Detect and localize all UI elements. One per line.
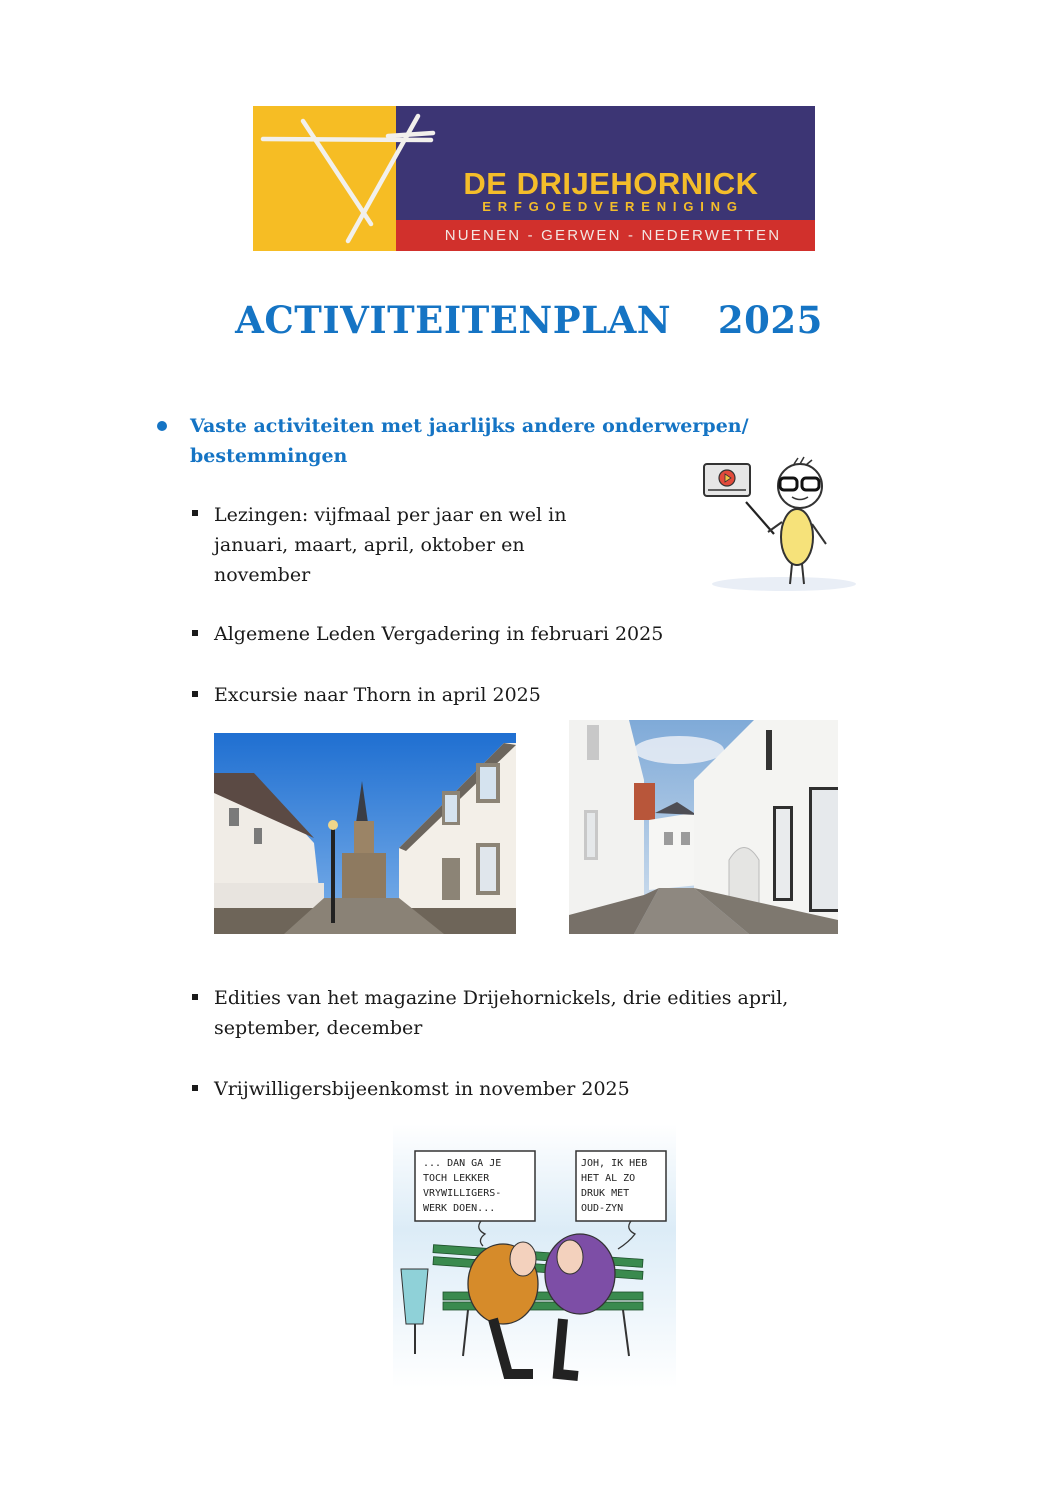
list-item-line: Algemene Leden Vergadering in februari 2025 <box>214 623 664 645</box>
square-bullet-icon <box>192 510 198 516</box>
bubble-line: ... DAN GA JE <box>423 1158 502 1169</box>
bubble-line: OUD-ZYN <box>581 1203 624 1214</box>
list-item <box>214 619 834 649</box>
list-item-line: Lezingen: vijfmaal per jaar en wel in <box>214 504 567 526</box>
list-item <box>214 1074 834 1104</box>
list-item-line: Edities van het magazine Drijehornickels, drie edities april, <box>214 987 789 1009</box>
logo-name: DE DRIJEHORNICK <box>463 166 759 201</box>
square-bullet-icon <box>192 1085 198 1091</box>
bubble-line: TOCH LEKKER <box>423 1173 490 1184</box>
section-heading-line-2: bestemmingen <box>190 445 348 467</box>
thorn-church-street-photo <box>214 733 516 934</box>
section-heading-line-1: Vaste activiteiten met jaarlijks andere onderwerpen/ <box>190 415 749 437</box>
thorn-white-alley-photo <box>569 720 838 934</box>
list-item-line: november <box>214 564 311 586</box>
shadow-shape <box>712 577 856 591</box>
square-bullet-icon <box>192 994 198 1000</box>
right-speech-bubble <box>581 1156 665 1216</box>
bubble-line: JOH, IK HEB <box>581 1158 648 1169</box>
list-item <box>214 500 674 590</box>
square-bullet-icon <box>192 691 198 697</box>
bubble-line: HET AL ZO <box>581 1173 636 1184</box>
list-item <box>214 983 894 1043</box>
logo-banner <box>253 106 815 251</box>
logo-places: NUENEN - GERWEN - NEDERWETTEN <box>444 227 782 244</box>
bubble-line: DRUK MET <box>581 1188 630 1199</box>
bullet-dot-icon <box>157 421 167 431</box>
volunteer-cartoon <box>393 1124 676 1388</box>
list-item-line: Excursie naar Thorn in april 2025 <box>214 684 541 706</box>
list-item-line: Vrijwilligersbijeenkomst in november 2025 <box>214 1078 630 1100</box>
square-bullet-icon <box>192 630 198 636</box>
bubble-line: WERK DOEN... <box>423 1203 496 1214</box>
bubble-line: VRYWILLIGERS- <box>423 1188 502 1199</box>
list-item-line: januari, maart, april, oktober en <box>214 534 525 556</box>
logo-subtitle: ERFGOEDVERENIGING <box>482 199 744 214</box>
page-title: ACTIVITEITENPLAN 2025 <box>235 298 823 342</box>
list-item-line: september, december <box>214 1017 423 1039</box>
left-speech-bubble <box>423 1156 531 1216</box>
teacher-illustration <box>694 452 856 597</box>
list-item <box>214 680 834 710</box>
